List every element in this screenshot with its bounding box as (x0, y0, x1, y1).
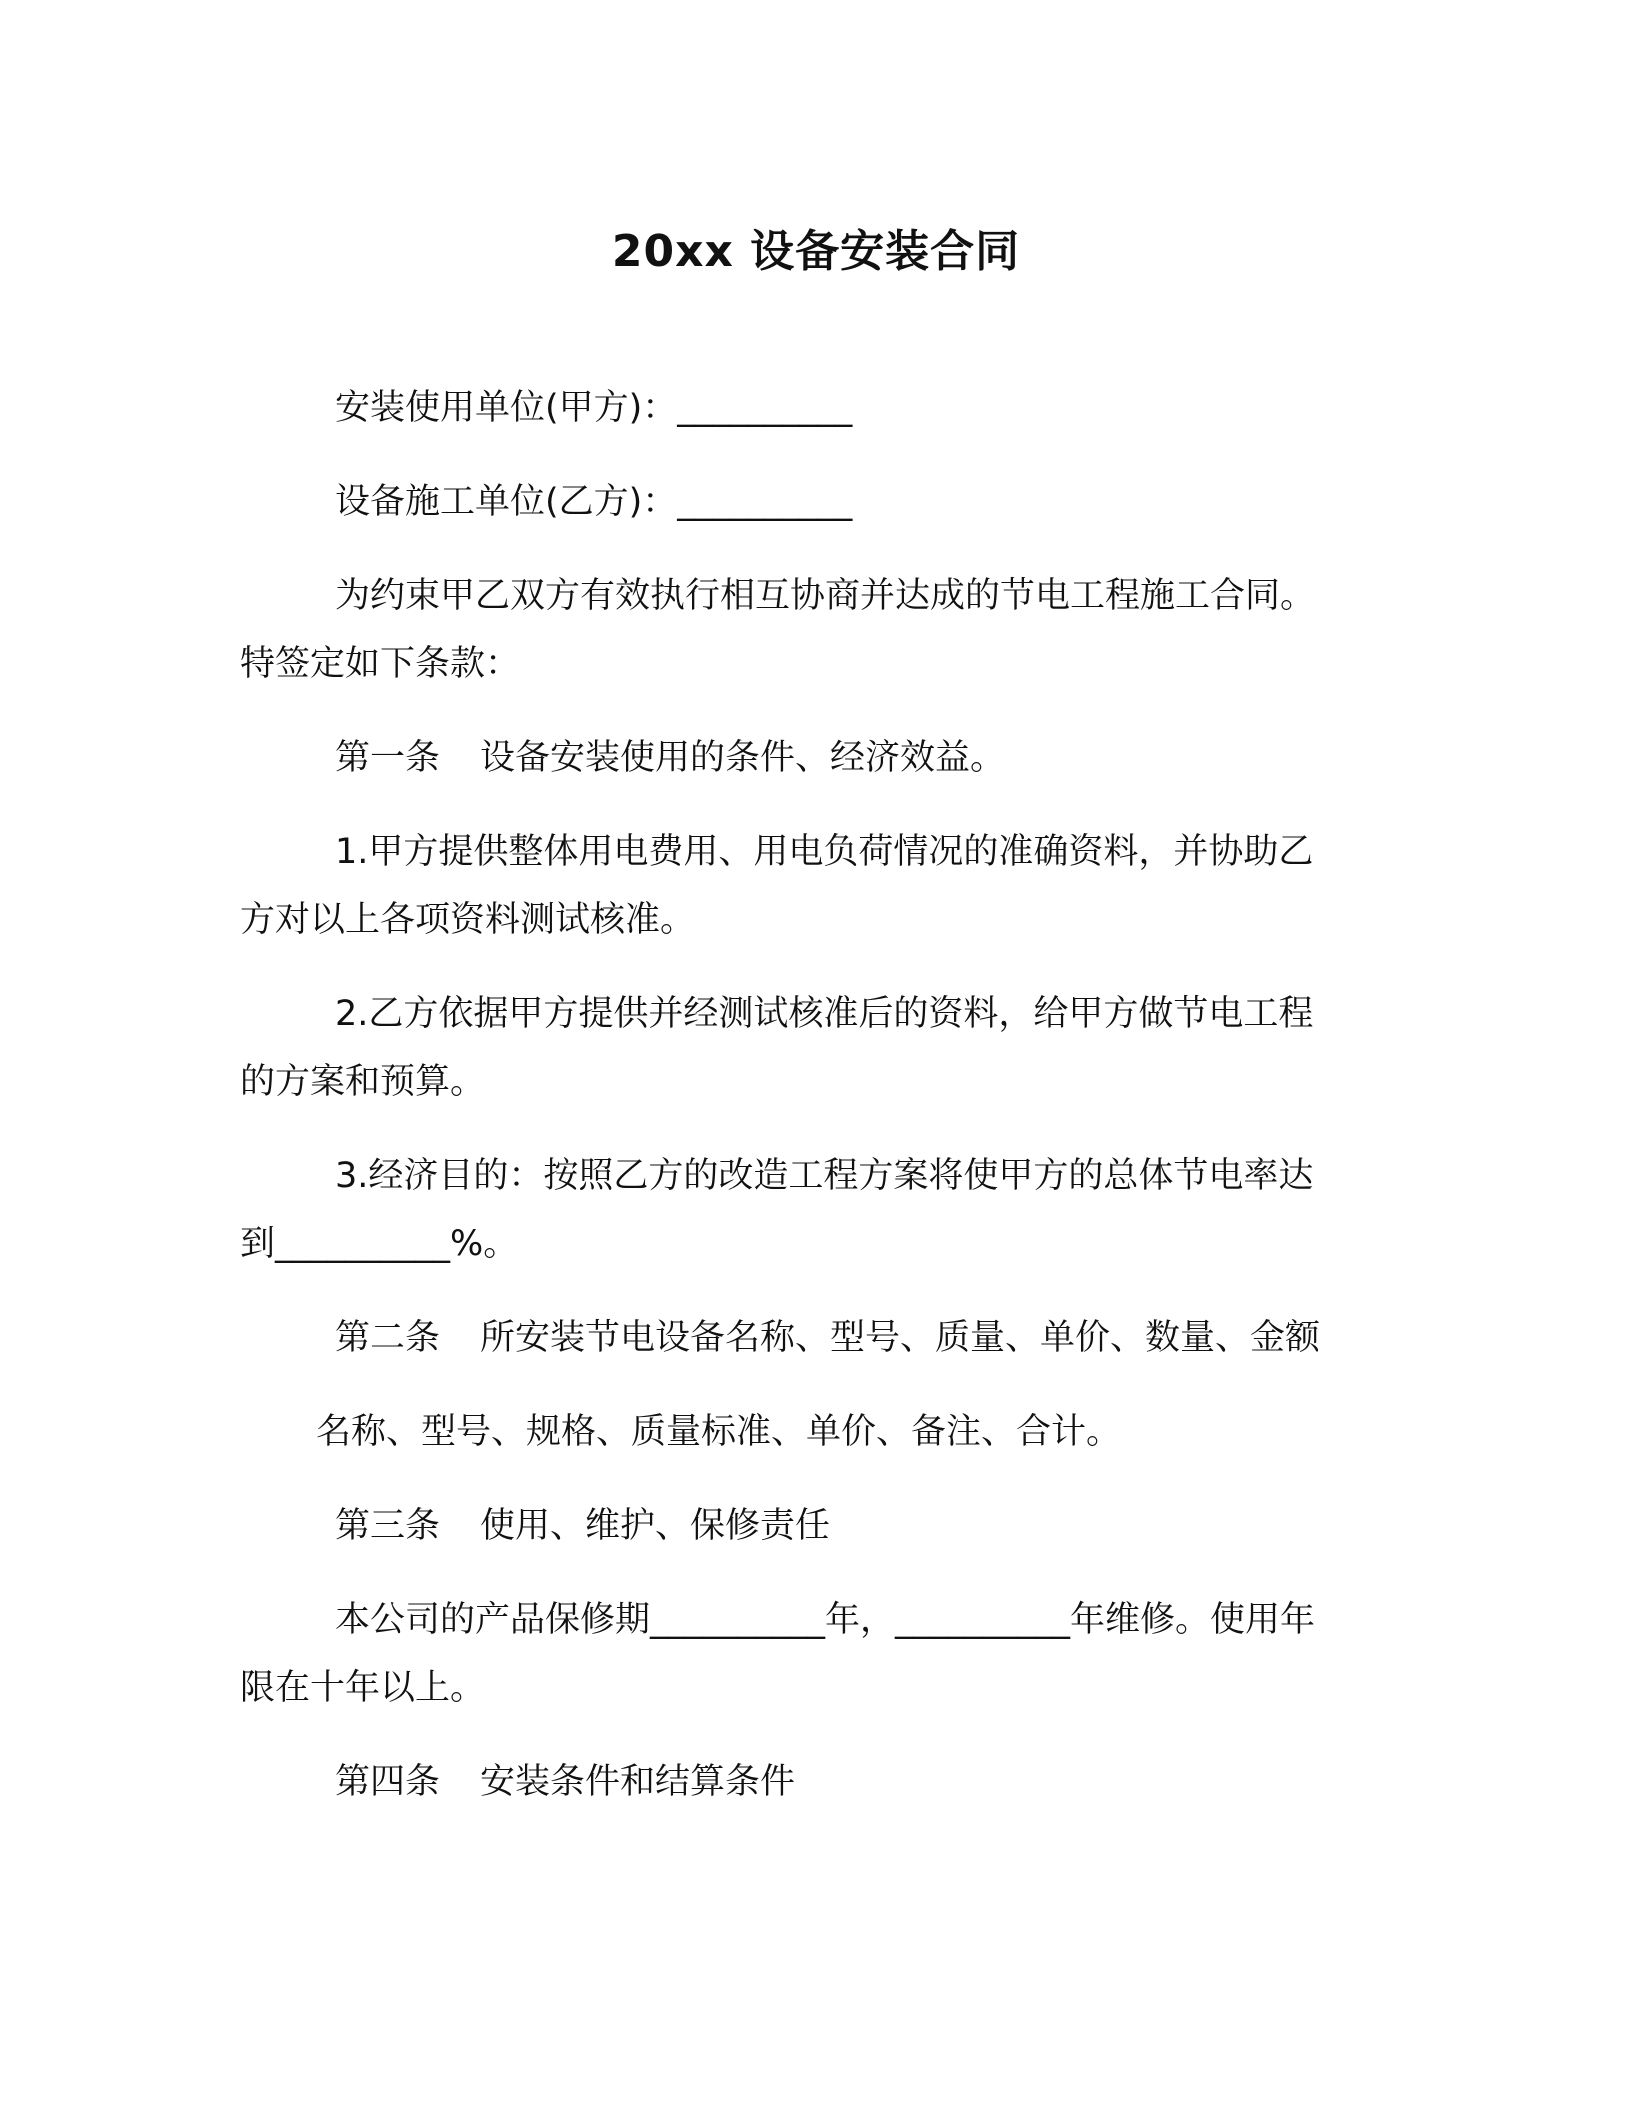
article-1-number: 第一条 (335, 738, 441, 778)
article-3-heading (240, 1498, 1495, 1554)
article-1-item-1-line-1: 1.甲方提供整体用电费用、用电负荷情况的准确资料，并协助乙 (335, 832, 1314, 872)
article-1-title: 设备安装使用的条件、经济效益。 (480, 738, 1006, 778)
article-4-number: 第四条 (335, 1762, 441, 1802)
article-2-number: 第二条 (335, 1318, 441, 1358)
intro-line-1: 为约束甲乙双方有效执行相互协商并达成的节电工程施工合同。 (335, 576, 1316, 616)
article-3-text-line-2: 限在十年以上。 (240, 1668, 486, 1708)
article-4-title: 安装条件和结算条件 (480, 1762, 796, 1802)
article-1-item-3-line-2: 到__________%。 (240, 1224, 519, 1264)
document-title: 20xx 设备安装合同 (611, 226, 1021, 277)
article-2-title: 所安装节电设备名称、型号、质量、单价、数量、金额 (480, 1318, 1321, 1358)
article-1-item-1-line-2: 方对以上各项资料测试核准。 (240, 900, 696, 940)
article-1-item-2-line-1: 2.乙方依据甲方提供并经测试核准后的资料，给甲方做节电工程 (335, 994, 1314, 1034)
article-3-title: 使用、维护、保修责任 (480, 1506, 831, 1546)
article-3-number: 第三条 (335, 1506, 441, 1546)
party-a-line: 安装使用单位(甲方)：__________ (335, 388, 853, 428)
party-b-line: 设备施工单位(乙方)：__________ (335, 482, 853, 522)
article-1-heading (240, 730, 1495, 786)
article-1-item-3-line-1: 3.经济目的：按照乙方的改造工程方案将使甲方的总体节电率达 (335, 1156, 1314, 1196)
article-2-heading (240, 1310, 1495, 1366)
article-1-item-2-line-2: 的方案和预算。 (240, 1062, 486, 1102)
article-2-fields: 名称、型号、规格、质量标准、单价、备注、合计。 (316, 1412, 1122, 1452)
intro-line-2: 特签定如下条款： (240, 644, 521, 684)
article-4-heading (240, 1754, 1495, 1810)
article-3-text-line-1: 本公司的产品保修期__________年，__________年维修。使用年 (335, 1600, 1316, 1640)
